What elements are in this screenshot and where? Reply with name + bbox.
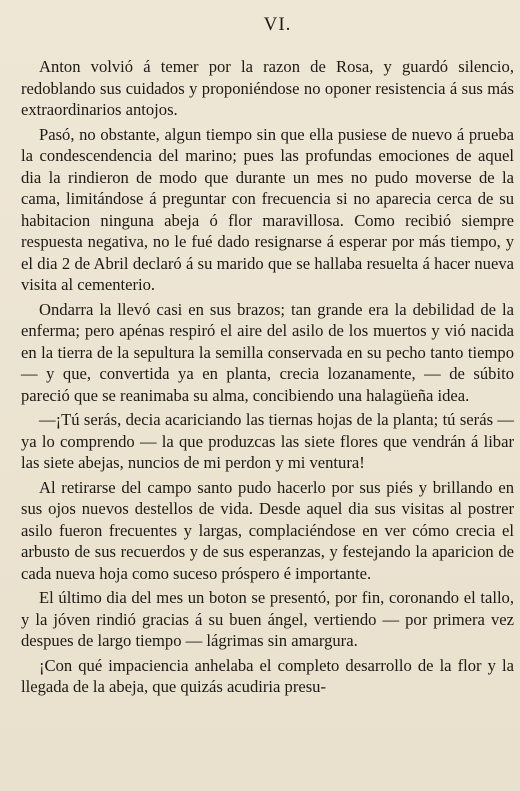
- paragraph: El último dia del mes un boton se presentó, por fin, coronando el tallo, y la jóven rindió gracias á su buen ángel, vertiendo — por primera vez despues de largo tiempo — lágrimas sin amargura.: [21, 588, 514, 650]
- text-body: [21, 56, 514, 698]
- paragraph: Ondarra la llevó casi en sus brazos; tan grande era la debilidad de la enferma; pero apénas respiró el aire del asilo de los muertos y vió nacida en la tierra de la sepultura la semilla conservada en su pecho tanto tiempo — y que, convertida ya en planta, crecia lozanamente, — de súbito pareció que se reanimaba su alma, concibiendo una halagüeña idea.: [21, 299, 514, 405]
- paragraph: Anton volvió á temer por la razon de Rosa, y guardó silencio, redoblando sus cuidados y proponiéndose no oponer resistencia á sus más extraordinarios antojos.: [21, 57, 514, 119]
- paragraph: Pasó, no obstante, algun tiempo sin que ella pusiese de nuevo á prueba la condescendencia del marino; pues las profundas emociones de aquel dia la rindieron de modo que durante un mes no pudo moverse de la cama, limitándose á preguntar con frecuencia si no aparecia cerca de su habitacion ninguna abeja ó flor maravillosa. Como recibió siempre respuesta negativa, no le fué dado resignarse á esperar por más tiempo, y el dia 2 de Abril declaró á su marido que se hallaba resuelta á hacer nueva visita al cementerio.: [21, 124, 514, 294]
- chapter-heading: VI.: [263, 14, 292, 35]
- paragraph: ¡Con qué impaciencia anhelaba el completo desarrollo de la flor y la llegada de la abeja, que quizás acudiria presu-: [21, 655, 514, 696]
- paragraph: Al retirarse del campo santo pudo hacerlo por sus piés y brillando en sus ojos nuevos destellos de vida. Desde aquel dia sus visitas al postrer asilo fueron frecuentes y largas, complaciéndose en ver cómo crecia el arbusto de sus recuerdos y de sus esperanzas, y festejando la aparicion de cada nueva hoja como suceso próspero é importante.: [21, 477, 514, 583]
- paragraph: —¡Tú serás, decia acariciando las tiernas hojas de la planta; tú serás — ya lo comprendo — la que produzcas las siete flores que vendrán á libar las siete abejas, nuncios de mi perdon y mi ventura!: [21, 410, 514, 472]
